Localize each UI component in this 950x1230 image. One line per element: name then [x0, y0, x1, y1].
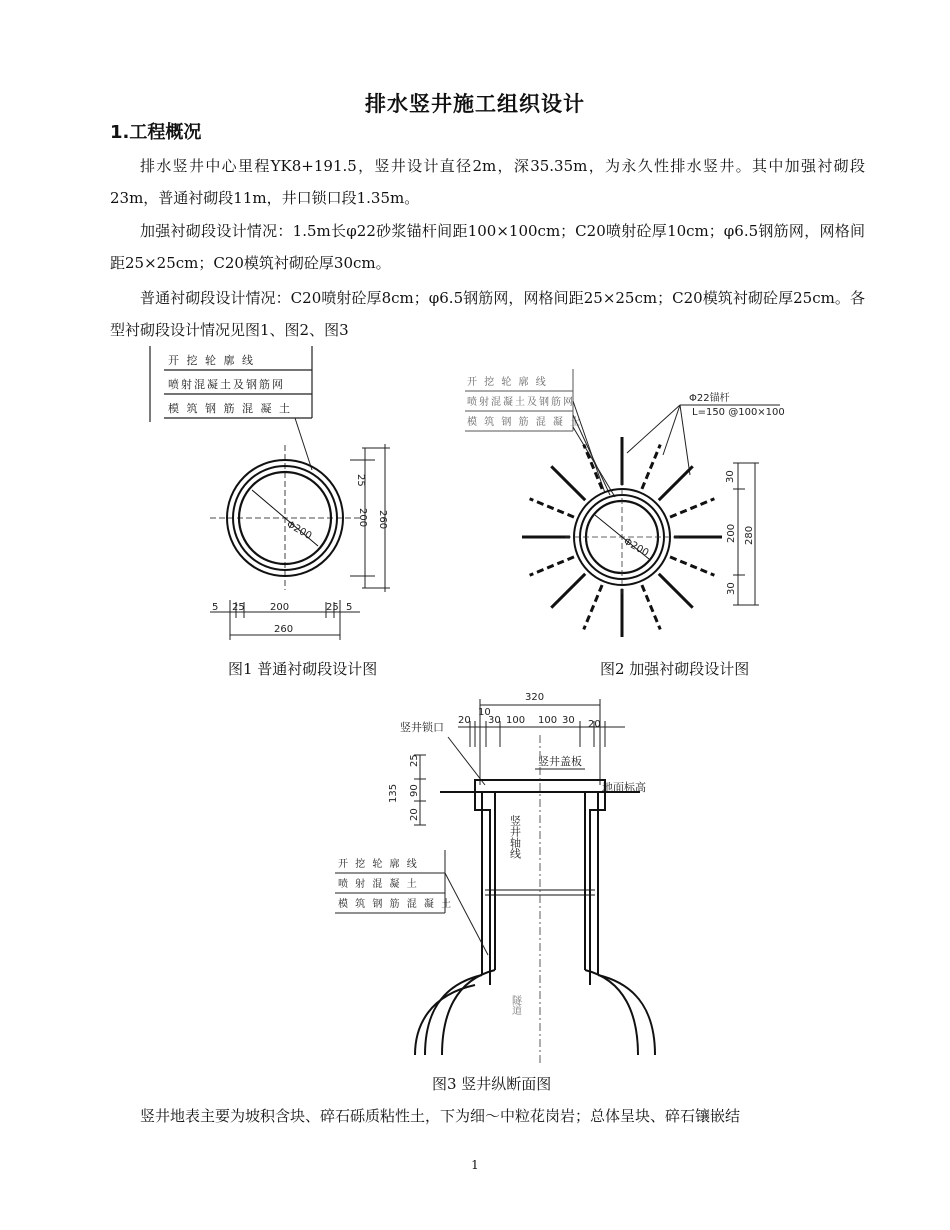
fig3-d100a: 100: [506, 715, 526, 726]
figure-1-rings: [210, 445, 360, 590]
paragraph-normal: [110, 282, 865, 346]
page-number: 1: [471, 1158, 479, 1172]
fig1-v200: 200: [357, 508, 368, 528]
fig1-d25b: 25: [326, 602, 339, 613]
fig1-v25: 25: [355, 474, 366, 487]
anchor-bolt: [584, 445, 602, 489]
fig2-anchor-label: Φ22锚杆: [689, 393, 730, 404]
fig3-v90: 90: [409, 784, 420, 797]
fig3-tunnel-label: 隧道: [509, 995, 521, 1015]
section-heading: 1.工程概况: [110, 122, 202, 143]
paragraph-overview: [110, 150, 865, 214]
fig1-diameter: Φ200: [284, 519, 314, 543]
figure-1-drawing: [140, 340, 430, 650]
fig3-d30b: 30: [562, 715, 575, 726]
fig2-anchor-spec: L=150 @100×100: [692, 407, 785, 418]
fig3-v25: 25: [409, 754, 420, 767]
fig2-v30b: 30: [726, 582, 737, 595]
fig3-lock-label: 竖井锁口: [400, 721, 444, 734]
anchor-bolt: [642, 585, 660, 629]
fig1-v260: 260: [377, 510, 388, 530]
fig3-d100b: 100: [538, 715, 558, 726]
fig3-v135: 135: [388, 783, 399, 803]
paragraph-geology: [110, 1100, 865, 1132]
fig3-ground-label: 地面标高: [602, 781, 646, 794]
fig2-v30a: 30: [725, 470, 736, 483]
anchor-bolt: [670, 499, 714, 517]
fig2-v280: 280: [744, 525, 755, 545]
fig2-v200: 200: [726, 523, 737, 543]
anchor-bolt: [659, 466, 693, 500]
legend-concrete: 模 筑 钢 筋 混 凝 土: [168, 402, 292, 415]
legend-concrete: 模 筑 钢 筋 混 凝 土: [338, 899, 454, 910]
anchor-bolt: [530, 557, 574, 575]
paragraph-text: 竖井地表主要为坡积含块、碎石砾质粘性土，下为细～中粒花岗岩；总体呈块、碎石镶嵌结: [140, 1107, 741, 1125]
anchor-bolt: [551, 466, 585, 500]
anchor-bolt: [551, 574, 585, 608]
fig3-d320: 320: [525, 692, 545, 703]
legend-excavation: 开 挖 轮 廓 线: [338, 859, 419, 870]
fig3-cover-label: 竖井盖板: [538, 755, 582, 768]
fig3-d10: 10: [478, 707, 491, 718]
paragraph-reinforced: [110, 215, 865, 279]
anchor-bolt: [659, 574, 693, 608]
anchor-bolt: [670, 557, 714, 575]
document-title: 排水竖井施工组织设计: [365, 92, 585, 116]
fig3-d20a: 20: [458, 715, 471, 726]
legend-shotcrete: 喷 射 混 凝 土: [338, 879, 419, 890]
anchor-bolt: [530, 499, 574, 517]
anchor-bolt: [584, 585, 602, 629]
fig2-diameter: Φ200: [621, 536, 651, 560]
anchor-bolt: [642, 445, 660, 489]
figure-3-drawing: [330, 685, 660, 1065]
fig3-v20: 20: [409, 808, 420, 821]
fig1-d5a: 5: [212, 602, 219, 613]
fig3-d20b: 20: [588, 719, 601, 730]
figure-2-caption: 图2 加强衬砌段设计图: [600, 660, 750, 678]
figure-3-caption: 图3 竖井纵断面图: [432, 1075, 552, 1093]
legend-excavation: 开 挖 轮 廓 线: [168, 354, 255, 367]
figure-2-drawing: [455, 365, 805, 650]
figure-1-caption: 图1 普通衬砌段设计图: [228, 660, 378, 678]
figure-3-shaft: [415, 780, 655, 1055]
paragraph-text: 普通衬砌段设计情况：C20喷射砼厚8cm；φ6.5钢筋网，网格间距25×25cm；C20模筑衬砌砼厚25cm。各型衬砌段设计情况见图1、图2、图3: [110, 289, 865, 339]
fig3-axis-label: 竖井轴线: [508, 815, 522, 859]
paragraph-text: 加强衬砌段设计情况：1.5m长φ22砂浆锚杆间距100×100cm；C20喷射砼厚10cm；φ6.5钢筋网，网格间距25×25cm；C20模筑衬砌砼厚30cm。: [110, 222, 865, 272]
fig3-d30a: 30: [488, 715, 501, 726]
legend-shotcrete: 喷射混凝土及钢筋网: [467, 397, 575, 408]
fig1-d25a: 25: [232, 602, 245, 613]
legend-excavation: 开 挖 轮 廓 线: [467, 377, 548, 388]
fig1-d5b: 5: [346, 602, 353, 613]
paragraph-text: 排水竖井中心里程YK8+191.5，竖井设计直径2m，深35.35m，为永久性排水竖井。其中加强衬砌段23m，普通衬砌段11m，井口锁口段1.35m。: [110, 157, 865, 207]
fig1-d200: 200: [270, 602, 290, 613]
legend-shotcrete: 喷射混凝土及钢筋网: [168, 378, 285, 391]
legend-concrete: 模 筑 钢 筋 混 凝 土: [467, 417, 583, 428]
fig1-d260: 260: [274, 624, 294, 635]
